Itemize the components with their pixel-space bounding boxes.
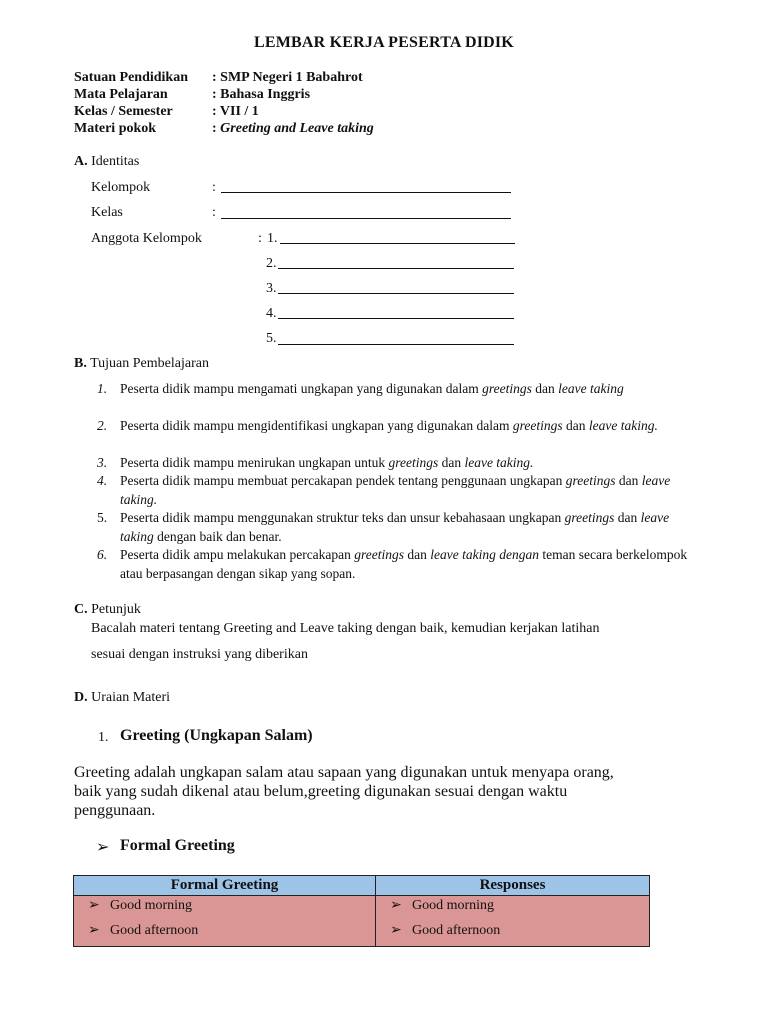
kelompok-label: Kelompok — [91, 180, 151, 195]
paragraph-line-3: penggunaan. — [74, 802, 156, 819]
arrow-bullet-icon: ➢ — [88, 898, 100, 913]
anggota-field-5[interactable] — [278, 344, 514, 345]
objective-num-2: 2. — [97, 418, 108, 433]
section-d-heading: D. Uraian Materi — [74, 690, 171, 705]
kelompok-colon: : — [212, 180, 216, 195]
column-header-responses: Responses — [376, 876, 650, 896]
arrow-bullet-icon: ➢ — [96, 839, 110, 856]
section-c-heading: C. Petunjuk — [74, 602, 141, 617]
objective-num-5: 5. — [97, 510, 108, 525]
formal-greeting-heading: Formal Greeting — [120, 837, 235, 854]
kelompok-field[interactable] — [221, 192, 511, 193]
anggota-num-5: 5. — [266, 331, 277, 346]
anggota-num-2: 2. — [266, 256, 277, 271]
meta-value-kelas: : VII / 1 — [212, 104, 259, 119]
table-row — [74, 896, 650, 947]
meta-value-mapel: : Bahasa Inggris — [212, 87, 311, 102]
objective-1: Peserta didik mampu mengamati ungkapan yang digunakan dalam greetings dan leave taking — [120, 381, 624, 396]
anggota-field-4[interactable] — [278, 318, 514, 319]
meta-key-mapel: Mata Pelajaran — [74, 87, 168, 102]
anggota-field-1[interactable] — [280, 243, 515, 244]
objective-2: Peserta didik mampu mengidentifikasi ungkapan yang digunakan dalam greetings dan leave taking. — [120, 418, 658, 433]
objective-4: Peserta didik mampu membuat percakapan pendek tentang penggunaan ungkapan greetings dan leave taking. — [120, 473, 671, 507]
petunjuk-line-1: Bacalah materi tentang Greeting and Leave taking dengan baik, kemudian kerjakan latihan — [91, 621, 600, 636]
arrow-bullet-icon: ➢ — [390, 898, 402, 913]
section-a-heading: A. Identitas — [74, 154, 140, 169]
subsection-title: Greeting (Ungkapan Salam) — [120, 727, 313, 744]
petunjuk-line-2: sesuai dengan instruksi yang diberikan — [91, 647, 308, 662]
meta-value-satuan: : SMP Negeri 1 Babahrot — [212, 70, 363, 85]
objective-num-6: 6. — [97, 547, 108, 562]
anggota-field-3[interactable] — [278, 293, 514, 294]
page-title: LEMBAR KERJA PESERTA DIDIK — [254, 34, 514, 51]
column-header-formal: Formal Greeting — [74, 876, 376, 896]
anggota-num-1: 1. — [267, 231, 278, 246]
objective-num-3: 3. — [97, 455, 108, 470]
kelas-label: Kelas — [91, 205, 123, 220]
anggota-num-4: 4. — [266, 306, 277, 321]
section-b-heading: B. Tujuan Pembelajaran — [74, 356, 209, 371]
objective-3: Peserta didik mampu menirukan ungkapan untuk greetings dan leave taking. — [120, 455, 534, 470]
objective-num-4: 4. — [97, 473, 108, 488]
table-cell-responses — [376, 896, 650, 947]
paragraph-line-1: Greeting adalah ungkapan salam atau sapaan yang digunakan untuk menyapa orang, — [74, 764, 614, 781]
meta-key-materi: Materi pokok — [74, 121, 157, 136]
formal-greeting-table — [73, 875, 650, 947]
kelas-colon: : — [212, 205, 216, 220]
meta-key-satuan: Satuan Pendidikan — [74, 70, 188, 85]
table-header-row — [74, 876, 650, 896]
anggota-field-2[interactable] — [278, 268, 514, 269]
anggota-num-3: 3. — [266, 281, 277, 296]
anggota-colon: : — [258, 231, 262, 246]
objective-num-1: 1. — [97, 381, 108, 396]
arrow-bullet-icon: ➢ — [88, 923, 100, 938]
objective-5: Peserta didik mampu menggunakan struktur teks dan unsur kebahasaan ungkapan greetings dan leave taking dengan baik dan benar. — [120, 510, 670, 544]
kelas-field[interactable] — [221, 218, 511, 219]
list-item: ➢ Good afternoon — [376, 921, 649, 946]
meta-key-kelas: Kelas / Semester — [74, 104, 173, 119]
subsection-num: 1. — [98, 730, 109, 745]
paragraph-line-2: baik yang sudah dikenal atau belum,greeting digunakan sesuai dengan waktu — [74, 783, 568, 800]
list-item: ➢ Good morning — [74, 896, 375, 921]
arrow-bullet-icon: ➢ — [390, 923, 402, 938]
meta-value-materi: : Greeting and Leave taking — [212, 121, 374, 136]
table-cell-formal — [74, 896, 376, 947]
objective-6: Peserta didik ampu melakukan percakapan greetings dan leave taking dengan teman secara berkelompok atau berpasangan dengan sikap yang sopan. — [120, 547, 688, 581]
list-item: ➢ Good afternoon — [74, 921, 375, 946]
list-item: ➢ Good morning — [376, 896, 649, 921]
anggota-label: Anggota Kelompok — [91, 231, 202, 246]
